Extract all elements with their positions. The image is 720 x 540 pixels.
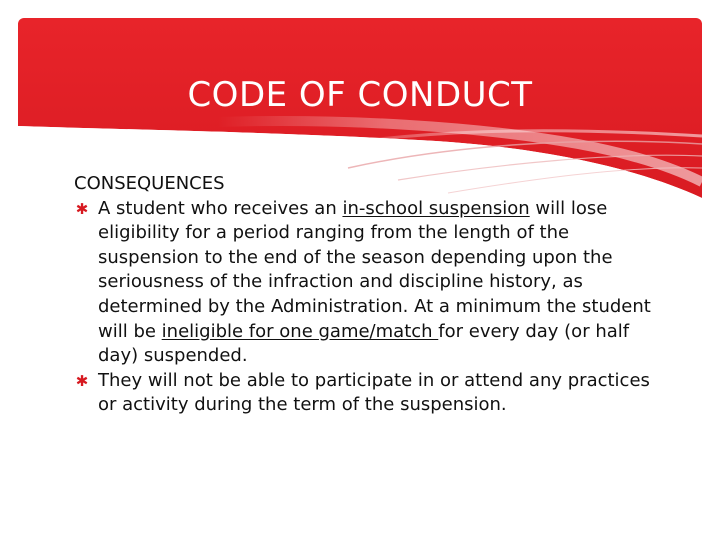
slide-body — [74, 172, 674, 418]
bullet-item — [74, 369, 674, 418]
asterisk-icon: ✱ — [75, 199, 89, 218]
underlined-term-in-school-suspension: in-school suspension — [342, 197, 530, 219]
asterisk-icon: ✱ — [75, 371, 89, 390]
underlined-term-ineligible: ineligible for one game/match — [161, 320, 439, 342]
bullet-text-start: A student who receives an — [98, 197, 343, 219]
bullet-list — [74, 197, 674, 418]
bullet-text-end: for every day (or half day) suspended. — [98, 320, 630, 367]
bullet-text-middle: will lose eligibility for a period ranging from the length of the suspension to the end of the season depending upon the seriousness of the infraction and discipline history, as determined by the Administration. At a minimum the student will be — [98, 197, 651, 342]
section-heading: CONSEQUENCES — [74, 173, 225, 194]
bullet-text: They will not be able to participate in or attend any practices or activity during the term of the suspension. — [98, 369, 650, 416]
slide-title: CODE OF CONDUCT — [187, 74, 533, 115]
bullet-item — [74, 197, 674, 369]
